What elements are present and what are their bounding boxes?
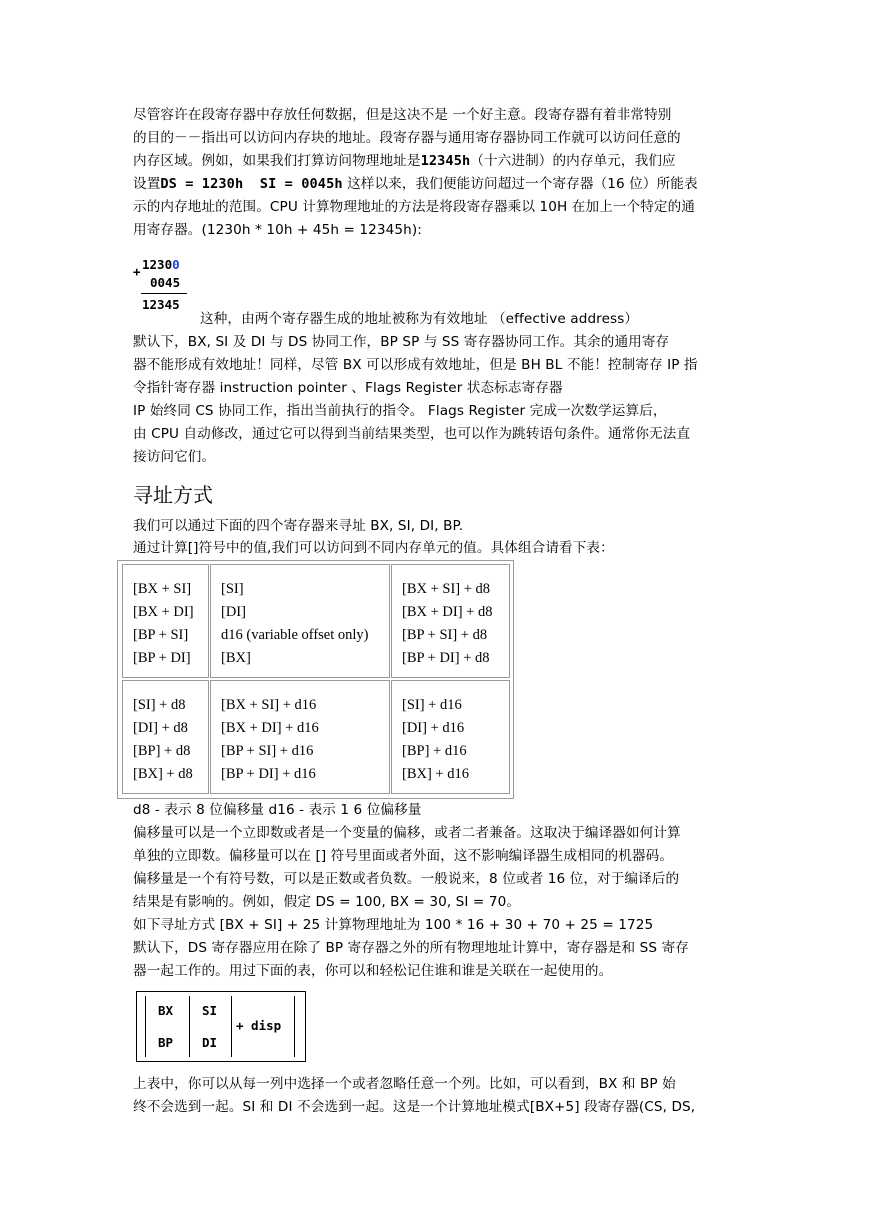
paragraph-line: 尽管容许在段寄存器中存放任何数据，但是这决不是 一个好主意。段寄存器有着非常特别 [133,107,672,123]
paragraph-line: 上表中，你可以从每一列中选择一个或者忽略任意一个列。比如，可以看到，BX 和 BP 始 [133,1076,676,1092]
addend-1: 12300 [142,257,180,272]
paragraph-line: 令指针寄存器 instruction pointer 、Flags Register 状态标志寄存器 [133,380,563,396]
register-combination-box [136,991,306,1062]
addend-2: 0045 [150,275,181,290]
paragraph-line: 结果是有影响的。例如，假定 DS = 100, BX = 30, SI = 70。 [133,894,521,910]
paragraph-line: 内存区域。例如，如果我们打算访问物理地址是12345h（十六进制）的内存单元，我们应 [133,153,676,169]
paragraph-line: 器不能形成有效地址！同样，尽管 BX 可以形成有效地址，但是 BH BL 不能！控制寄存 IP 指 [133,357,698,373]
register-bx: BX [158,1003,174,1018]
table-cell: [SI] [DI] d16 (variable offset only) [BX] [210,564,390,678]
paragraph-line: 由 CPU 自动修改，通过它可以得到当前结果类型，也可以作为跳转语句条件。通常你无法直 [133,426,691,442]
addition-figure [133,257,193,317]
paragraph-line: 单独的立即数。偏移量可以在 [] 符号里面或者外面，这不影响编译器生成相同的机器码。 [133,848,674,864]
paragraph-line: 默认下，DS 寄存器应用在除了 BP 寄存器之外的所有物理地址计算中，寄存器是和 SS 寄存 [133,940,689,956]
paragraph-line: d8 - 表示 8 位偏移量 d16 - 表示 1 6 位偏移量 [133,802,422,818]
column-divider [294,996,295,1057]
paragraph-line: 偏移量是一个有符号数，可以是正数或者负数。一般说来，8 位或者 16 位，对于编译后的 [133,871,680,887]
paragraph-line: 终不会选到一起。SI 和 DI 不会选到一起。这是一个计算地址模式[BX+5] 段寄存器(CS, DS, [133,1099,696,1115]
section-heading: 寻址方式 [133,483,213,507]
register-si: SI [202,1003,218,1018]
paragraph-line: 接访问它们。 [133,449,216,465]
paragraph-line: 我们可以通过下面的四个寄存器来寻址 BX, SI, DI, BP. [133,518,464,534]
table-cell: [BX + SI] + d8 [BX + DI] + d8 [BP + SI] + d8 [BP + DI] + d8 [391,564,510,678]
plus-sign: + [133,264,141,279]
displacement-label: + disp [236,1018,282,1033]
paragraph-line: 的目的－－指出可以访问内存块的地址。段寄存器与通用寄存器协同工作就可以访问任意的 [133,130,681,146]
table-cell: [BX + SI] + d16 [BX + DI] + d16 [BP + SI] + d16 [BP + DI] + d16 [210,680,390,794]
paragraph-line: IP 始终同 CS 协同工作，指出当前执行的指令。 Flags Register 完成一次数学运算后， [133,403,667,419]
paragraph-line: 用寄存器。(1230h * 10h + 45h = 12345h): [133,222,422,238]
paragraph-line: 示的内存地址的范围。CPU 计算物理地址的方法是将段寄存器乘以 10H 在加上一个特定的通 [133,199,695,215]
column-divider [145,996,146,1057]
bold-setting: DS = 1230h SI = 0045h [160,176,343,192]
register-di: DI [202,1035,218,1050]
bold-address: 12345h [420,153,471,169]
paragraph-line: 默认下，BX, SI 及 DI 与 DS 协同工作，BP SP 与 SS 寄存器协同工作。其余的通用寄存 [133,334,670,350]
paragraph-line: 设置DS = 1230h SI = 0045h 这样以来，我们便能访问超过一个寄存器（16 位）所能表 [133,176,698,192]
table-cell: [SI] + d8 [DI] + d8 [BP] + d8 [BX] + d8 [122,680,209,794]
paragraph-line: 通过计算[]符号中的值,我们可以访问到不同内存单元的值。具体组合请看下表： [133,540,614,556]
column-divider [189,996,190,1057]
register-bp: BP [158,1035,174,1050]
paragraph-line: 器一起工作的。用过下面的表，你可以和轻松记住谁和谁是关联在一起使用的。 [133,963,613,979]
effective-address-line: 这种，由两个寄存器生成的地址被称为有效地址 （effective address） [200,311,639,327]
sum-result: 12345 [142,297,180,312]
paragraph-line: 偏移量可以是一个立即数或者是一个变量的偏移，或者二者兼备。这取决于编译器如何计算 [133,825,681,841]
table-cell: [SI] + d16 [DI] + d16 [BP] + d16 [BX] + d16 [391,680,510,794]
column-divider [231,996,232,1057]
paragraph-line: 如下寻址方式 [BX + SI] + 25 计算物理地址为 100 * 16 + 30 + 70 + 25 = 1725 [133,917,654,933]
sum-rule [141,293,187,294]
addressing-modes-table [117,560,514,799]
table-cell: [BX + SI] [BX + DI] [BP + SI] [BP + DI] [122,564,209,678]
